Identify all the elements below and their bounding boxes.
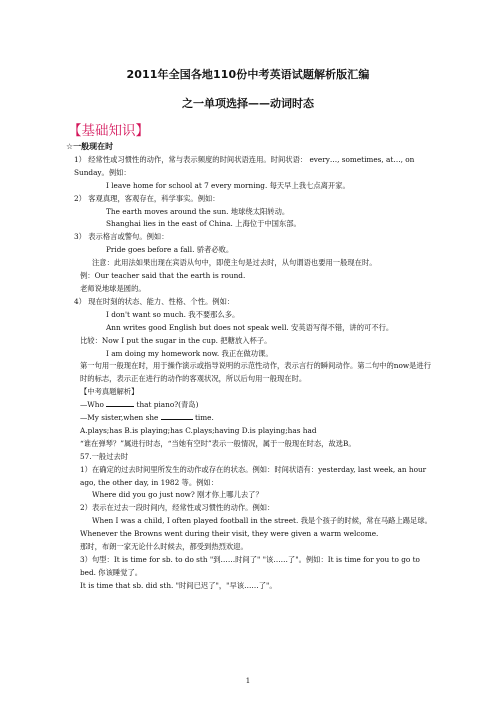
- example: Ann writes good English but does not speak well. 安英语写得不错，讲的可不行。: [106, 322, 394, 332]
- paragraph: 1）在确定的过去时间里所发生的动作或存在的状态。例如：时间状语有：yesterday, last week, an hour ago, the other day, in 1982 等。例如：: [80, 464, 427, 487]
- question-text: time.: [195, 413, 214, 423]
- document-subtitle: 之一单项选择——动词时态: [182, 97, 314, 110]
- document-title: 2011年全国各地110份中考英语试题解析版汇编: [126, 68, 370, 81]
- question-text: —My sister,when she: [80, 413, 159, 423]
- question-options: A.plays;has B.is playing;has C.plays;having D.is playing;has had: [80, 425, 317, 435]
- page-number: 1: [245, 677, 251, 685]
- example: Whenever the Browns went during their visit, they were given a warm welcome.: [80, 529, 379, 539]
- example: It is time that sb. did sth. "时间已迟了"，"早该……了"。: [80, 580, 277, 590]
- note: 注意：此用法如果出现在宾语从句中，即使主句是过去时，从句谓语也要用一般现在时。: [92, 258, 377, 268]
- example: I leave home for school at 7 every morning. 每天早上我七点离开家。: [106, 180, 350, 190]
- compare: 比较：Now I put the sugar in the cup. 把糖放入杯子。: [80, 335, 272, 345]
- paragraph: 3） 表示格言或警句。例如：: [74, 232, 169, 242]
- example: I don't want so much. 我不要那么多。: [106, 309, 240, 319]
- question-line-1: [66, 399, 438, 412]
- example: Pride goes before a fall. 骄者必败。: [106, 245, 234, 255]
- note-example: 例：Our teacher said that the earth is round.: [80, 271, 246, 281]
- answer-blank: [106, 406, 134, 407]
- compare-example: I am doing my homework now. 我正在做功课。: [106, 348, 273, 358]
- paragraph: 2）表示在过去一段时间内，经常性或习惯性的动作。例如：: [80, 503, 275, 513]
- exam-heading: 【中考真题解析】: [80, 387, 139, 397]
- answer-blank: [161, 419, 193, 420]
- example: Shanghai lies in the east of China. 上海位于中国东部。: [106, 219, 301, 229]
- question-analysis: “谁在弹琴？”属进行时态，“当她有空时”表示一般情况，属于一般现在时态，故选B。: [80, 438, 356, 448]
- question-line-2: [66, 412, 438, 425]
- paragraph: 2） 客观真理，客观存在，科学事实。例如：: [74, 193, 220, 203]
- document-body: [66, 141, 438, 593]
- example: The earth moves around the sun. 地球绕太阳转动。: [106, 206, 290, 216]
- section-label: 【基础知识】: [68, 123, 149, 139]
- question-text: —Who: [80, 400, 104, 410]
- example: Where did you go just now? 刚才你上哪儿去了？: [92, 490, 263, 500]
- paragraph: 4） 现在时刻的状态、能力、性格、个性。例如：: [74, 296, 235, 306]
- paragraph: 1） 经常性或习惯性的动作，常与表示频度的时间状语连用。时间状语： every…, sometimes, at…, on Sunday。例如：: [74, 154, 415, 177]
- example-translation: 那时，布朗一家无论什么时候去，都受到热烈欢迎。: [80, 542, 248, 552]
- example: When I was a child, I often played football in the street. 我是个孩子的时候，常在马路上踢足球。: [92, 516, 432, 526]
- compare-note: 第一句用一般现在时，用于操作演示或指导说明的示范性动作，表示言行的瞬间动作。第二句中的now是进行时的标志，表示正在进行的动作的客观状况，所以后句用一般现在时。: [80, 361, 431, 384]
- heading-simple-present: ☆一般现在时: [66, 142, 114, 151]
- heading-simple-past: 57.一般过去时: [80, 451, 129, 461]
- question-text: that piano?(青岛): [136, 400, 199, 410]
- note-example-translation: 老师说地球是圆的。: [80, 283, 146, 293]
- paragraph: 3）句型：It is time for sb. to do sth "到……时间了" "该……了"。例如：It is time for you to go to bed. 你该睡觉了。: [80, 555, 420, 577]
